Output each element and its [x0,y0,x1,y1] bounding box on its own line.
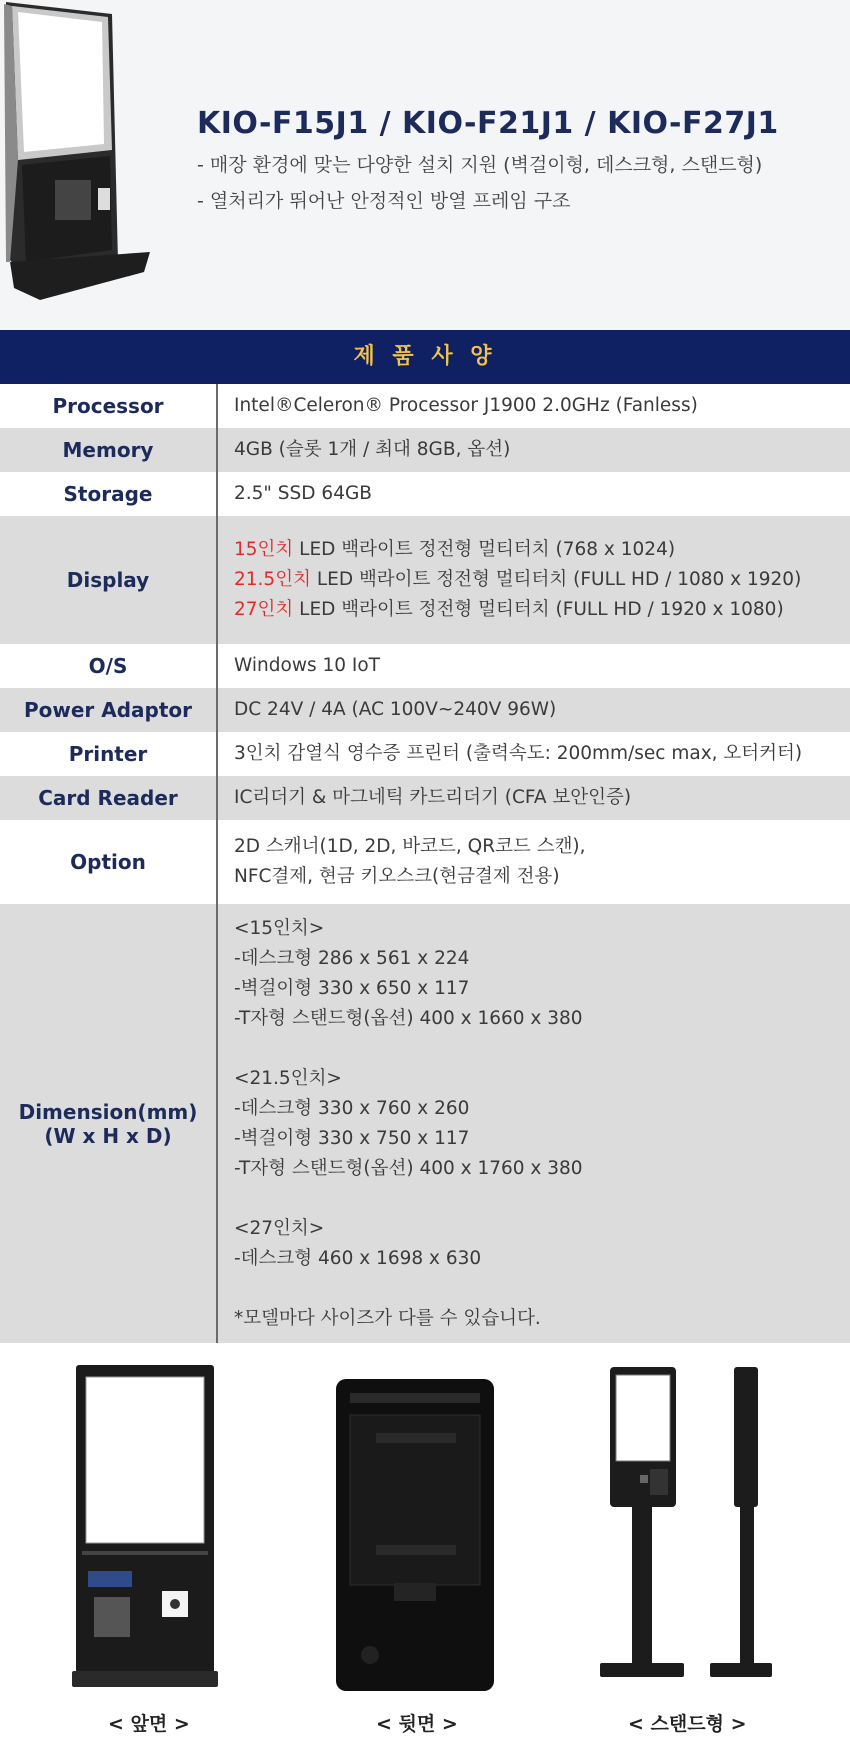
spec-row-power [0,688,850,732]
spec-label: Processor [0,384,218,428]
dimension-line: -데스크형 330 x 760 x 260 [234,1097,470,1119]
dimension-line: <15인치> [234,917,325,939]
spec-label [0,904,218,1343]
spec-value [218,904,850,1343]
dimension-line: *모델마다 사이즈가 다를 수 있습니다. [234,1307,541,1329]
display-line: 15인치 LED 백라이트 정전형 멀티터치 (768 x 1024) [234,539,676,560]
feature-line: - 매장 환경에 맞는 다양한 설치 지원 (벽걸이형, 데스크형, 스탠드형) [197,154,763,176]
spec-value [218,516,850,644]
spec-row-printer [0,732,850,776]
feature-line: - 열처리가 뛰어난 안정적인 방열 프레임 구조 [197,190,571,212]
hero-section [0,0,850,330]
dimension-line: <21.5인치> [234,1067,342,1089]
spec-value: Windows 10 IoT [234,655,380,676]
dimension-line: -T자형 스탠드형(옵션) 400 x 1660 x 380 [234,1007,583,1029]
stand-view-image [596,1365,776,1695]
spec-row-storage [0,472,850,516]
spec-row-display [0,516,850,644]
spec-label: Power Adaptor [0,688,218,732]
spec-label: Printer [0,732,218,776]
spec-value: IC리더기 & 마그네틱 카드리더기 (CFA 보안인증) [234,787,632,808]
dimension-line: -벽걸이형 330 x 750 x 117 [234,1127,470,1149]
product-views [0,1343,850,1739]
spec-row-dimension [0,904,850,1343]
spec-value: 3인치 감열식 영수증 프린터 (출력속도: 200mm/sec max, 오터커터) [234,743,803,764]
spec-label: Option [0,820,218,904]
kiosk-product-image [0,0,150,300]
spec-label: O/S [0,644,218,688]
dimension-line: -데스크형 286 x 561 x 224 [234,947,470,969]
spec-value [218,820,850,904]
spec-heading: 제 품 사 양 [0,330,850,384]
dimension-label-line: Dimension(mm) [18,1099,198,1124]
display-line: 27인치 LED 백라이트 정전형 멀티터치 (FULL HD / 1920 x 1080) [234,599,784,620]
model-title: KIO-F15J1 / KIO-F21J1 / KIO-F27J1 [197,106,779,141]
spec-label: Storage [0,472,218,516]
dimension-line: <27인치> [234,1217,325,1239]
back-view-caption: < 뒷면 > [376,1713,458,1735]
front-view-caption: < 앞면 > [108,1713,190,1735]
spec-value: 2.5" SSD 64GB [234,483,372,504]
back-view-image [336,1379,494,1691]
option-line: NFC결제, 현금 키오스크(현금결제 전용) [234,866,560,887]
spec-label: Memory [0,428,218,472]
spec-label: Card Reader [0,776,218,820]
spec-label: Display [0,516,218,644]
option-line: 2D 스캐너(1D, 2D, 바코드, QR코드 스캔), [234,836,586,857]
spec-row-option [0,820,850,904]
spec-row-os [0,644,850,688]
dimension-line: -T자형 스탠드형(옵션) 400 x 1760 x 380 [234,1157,583,1179]
dimension-label-line: (W x H x D) [44,1123,172,1148]
dimension-spacer [234,1274,850,1304]
spec-value: Intel®Celeron® Processor J1900 2.0GHz (Fanless) [234,395,698,416]
dimension-line: -벽걸이형 330 x 650 x 117 [234,977,470,999]
dimension-spacer [234,1184,850,1214]
front-view-image [72,1365,218,1695]
spec-row-processor [0,384,850,428]
stand-view-caption: < 스탠드형 > [628,1713,747,1735]
spec-value: DC 24V / 4A (AC 100V~240V 96W) [234,699,557,720]
dimension-spacer [234,1034,850,1064]
spec-row-memory [0,428,850,472]
dimension-line: -데스크형 460 x 1698 x 630 [234,1247,482,1269]
spec-row-card-reader [0,776,850,820]
spec-value: 4GB (슬롯 1개 / 최대 8GB, 옵션) [234,439,511,460]
display-line: 21.5인치 LED 백라이트 정전형 멀티터치 (FULL HD / 1080 x 1920) [234,569,802,590]
